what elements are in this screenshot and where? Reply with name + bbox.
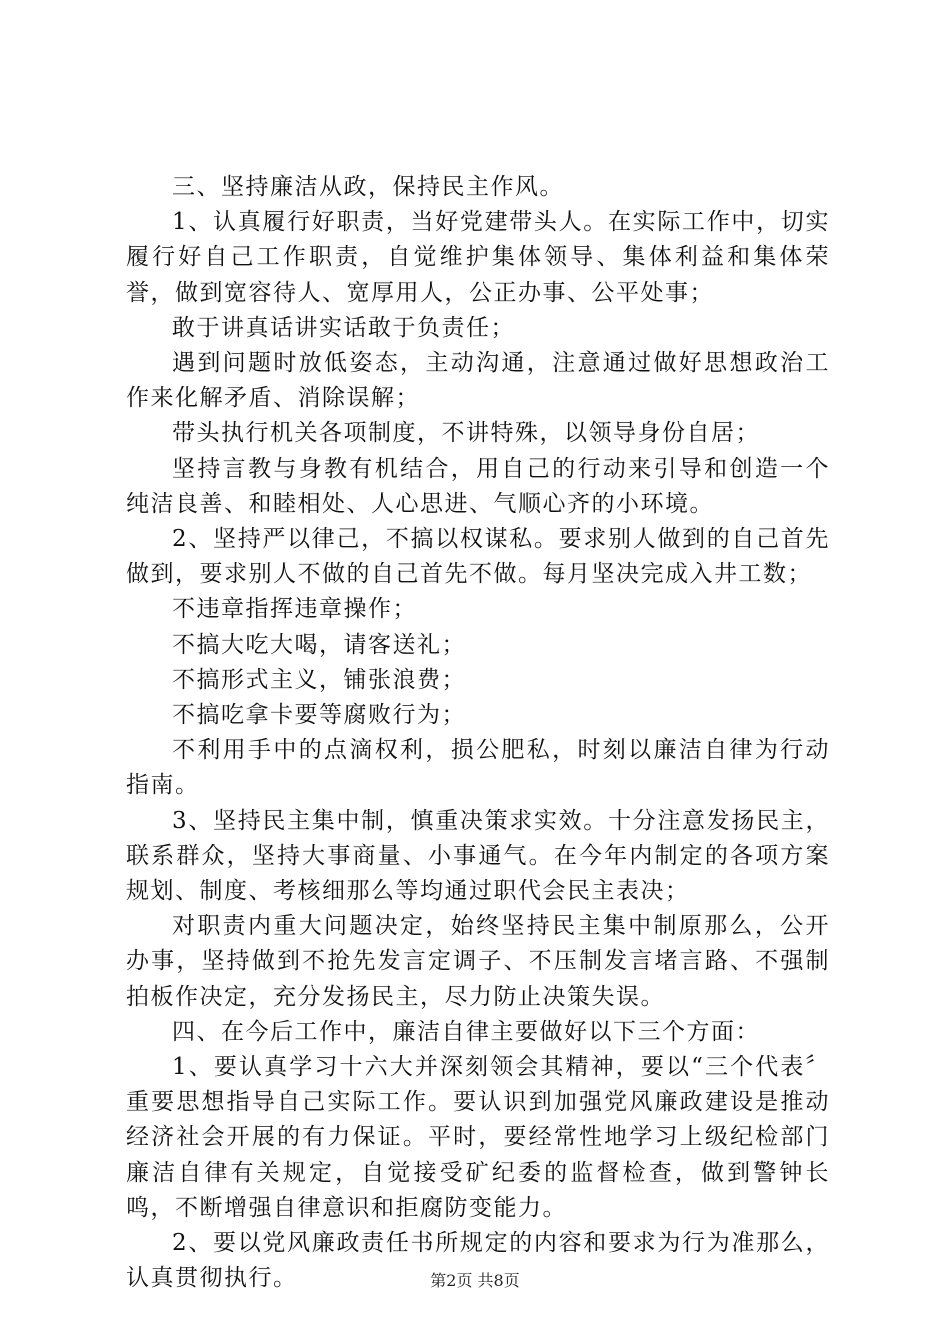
section-heading-4: 四、在今后工作中，廉洁自律主要做好以下三个方面： — [172, 1018, 760, 1045]
paragraph: 不搞形式主义，铺张浪费； — [172, 666, 466, 693]
paragraph: 遇到问题时放低姿态，主动沟通，注意通过做好思想政治工作来化解矛盾、消除误解； — [126, 350, 830, 412]
paragraph: 对职责内重大问题决定，始终坚持民主集中制原那么，公开办事，坚持做到不抢先发言定调子、不压制发言堵言路、不强制拍板作决定，充分发扬民主，尽力防止决策失误。 — [126, 913, 830, 1010]
page-number-footer: 第2页 共8页 — [430, 1271, 520, 1290]
paragraph: 2、坚持严以律己，不搞以权谋私。要求别人做到的自己首先做到，要求别人不做的自己首先不做。每月坚决完成入井工数； — [126, 526, 830, 588]
paragraph: 不搞大吃大喝，请客送礼； — [172, 631, 466, 658]
section-heading-3: 三、坚持廉洁从政，保持民主作风。 — [172, 174, 564, 200]
paragraph: 坚持言教与身教有机结合，用自己的行动来引导和创造一个纯洁良善、和睦相处、人心思进、气顺心齐的小环境。 — [126, 455, 830, 517]
paragraph: 不利用手中的点滴权利，损公肥私，时刻以廉洁自律为行动指南。 — [126, 737, 830, 799]
paragraph: 不违章指挥违章操作； — [172, 596, 417, 623]
paragraph: 3、坚持民主集中制，慎重决策求实效。十分注意发扬民主，联系群众，坚持大事商量、小事通气。在今年内制定的各项方案规划、制度、考核细那么等均通过职代会民主表决； — [126, 807, 830, 905]
paragraph: 带头执行机关各项制度，不讲特殊，以领导身份自居； — [172, 420, 760, 447]
paragraph: 2、要以党风廉政责任书所规定的内容和要求为行为准那么，认真贯彻执行。 — [126, 1230, 830, 1292]
paragraph: 1、要认真学习十六大并深刻领会其精神，要以“三个代表〞重要思想指导自己实际工作。要认识到加强党风廉政建设是推动经济社会开展的有力保证。平时，要经常性地学习上级纪检部门廉洁自律有关规定，自觉接受矿纪委的监督检查，做到警钟长鸣，不断增强自律意识和拒腐防变能力。 — [126, 1054, 830, 1221]
paragraph: 1、认真履行好职责，当好党建带头人。在实际工作中，切实履行好自己工作职责，自觉维护集体领导、集体利益和集体荣誉，做到宽容待人、宽厚用人，公正办事、公平处事； — [126, 209, 830, 306]
paragraph: 不搞吃拿卡要等腐败行为； — [172, 702, 466, 729]
paragraph: 敢于讲真话讲实话敢于负责任； — [172, 314, 515, 341]
document-body — [126, 170, 830, 1297]
